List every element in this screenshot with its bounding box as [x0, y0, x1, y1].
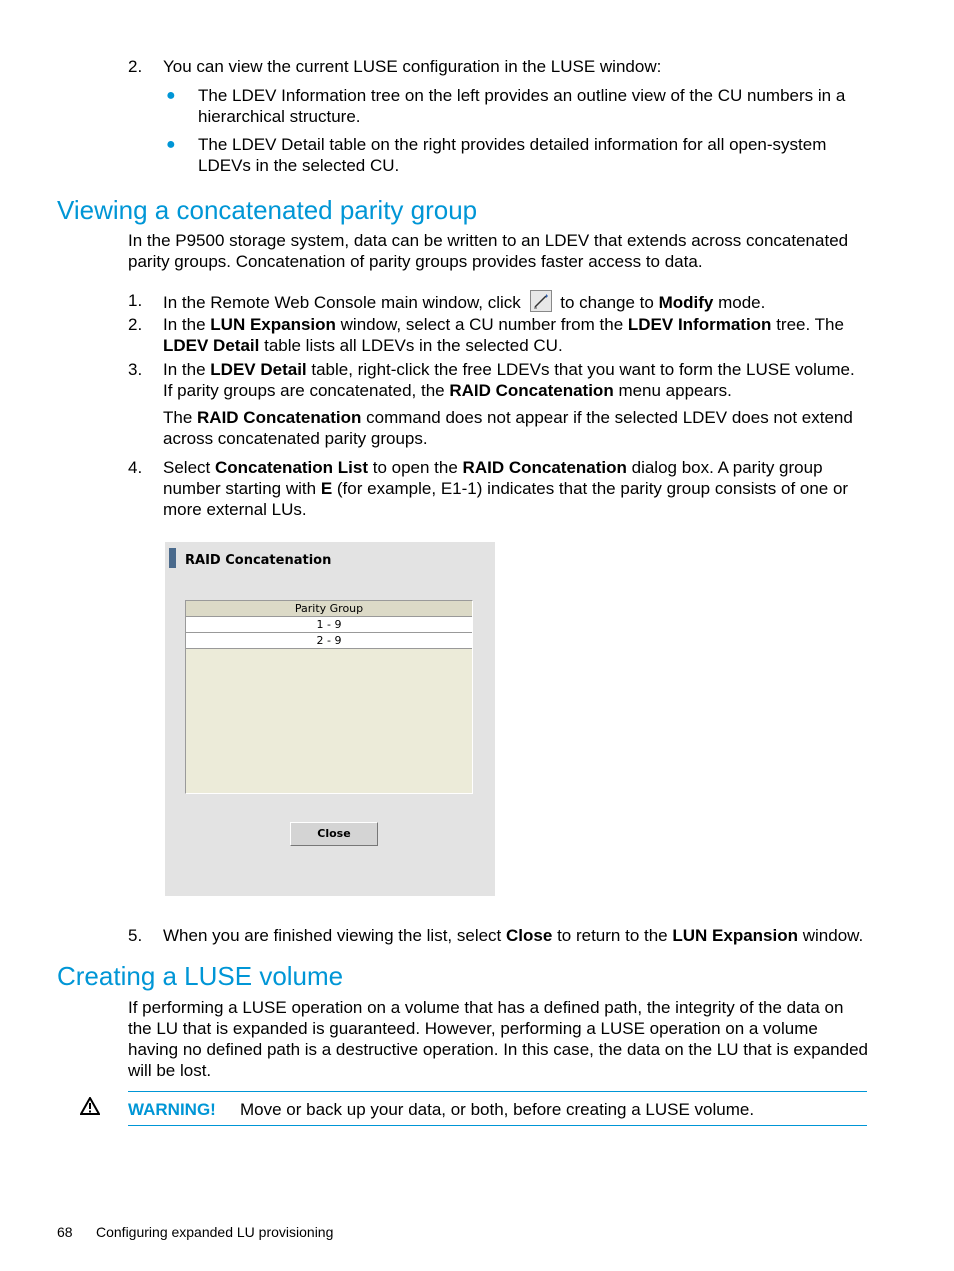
step-4: Select Concatenation List to open the RAID Concatenation dialog box. A parity group number starting with E (for example, E1-1) indicates that the parity group consists of one or more external LUs.: [163, 458, 849, 519]
section-heading: Creating a LUSE volume: [57, 961, 344, 991]
intro-paragraph: In the P9500 storage system, data can be written to an LDEV that extends across concatenated parity groups. Concatenation of parity groups provides faster access to data.: [128, 231, 849, 271]
table-row[interactable]: 1 - 9: [186, 617, 472, 633]
modify-icon[interactable]: [530, 290, 552, 312]
raid-concatenation-dialog: [165, 542, 495, 896]
step-number: 3.: [128, 360, 143, 379]
footer-title: Configuring expanded LU provisioning: [96, 1224, 334, 1240]
step-3-note: The RAID Concatenation command does not appear if the selected LDEV does not extend across concatenated parity groups.: [163, 408, 853, 448]
list-item-text: You can view the current LUSE configuration in the LUSE window:: [163, 57, 662, 76]
divider: [128, 1125, 867, 1126]
bullet-text: The LDEV Information tree on the left provides an outline view of the CU numbers in a hierarchical structure.: [198, 86, 846, 126]
parity-group-table: [185, 600, 473, 794]
step-1: In the Remote Web Console main window, click to change to Modify mode.: [163, 290, 868, 313]
luse-paragraph: If performing a LUSE operation on a volume that has a defined path, the integrity of the data on the LU that is expanded is guaranteed. However, performing a LUSE operation on a volume having no defined path is a destructive operation. In this case, the data on the LU that is expanded will be lost.: [128, 998, 868, 1080]
list-number: 2.: [128, 57, 143, 76]
step-number: 4.: [128, 458, 143, 477]
bullet-icon: ●: [166, 87, 176, 104]
step-3: In the LDEV Detail table, right-click the free LDEVs that you want to form the LUSE volume. If parity groups are concatenated, the RAID Concatenation menu appears.: [163, 360, 855, 400]
step-number: 2.: [128, 315, 143, 334]
bullet-icon: ●: [166, 136, 176, 153]
title-bar-marker: [169, 548, 176, 568]
section-heading: Viewing a concatenated parity group: [57, 195, 478, 225]
step-5: When you are finished viewing the list, select Close to return to the LUN Expansion window.: [163, 926, 864, 945]
warning-text: Move or back up your data, or both, before creating a LUSE volume.: [240, 1100, 755, 1119]
warning-label: WARNING!: [128, 1100, 216, 1119]
table-row[interactable]: 2 - 9: [186, 633, 472, 649]
close-button[interactable]: Close: [290, 822, 378, 846]
dialog-title: RAID Concatenation: [185, 553, 332, 568]
warning-icon: [80, 1097, 100, 1120]
divider: [128, 1091, 867, 1092]
column-header[interactable]: Parity Group: [186, 601, 472, 617]
step-number: 1.: [128, 291, 143, 310]
step-number: 5.: [128, 926, 143, 945]
page-number: 68: [57, 1224, 73, 1240]
bullet-text: The LDEV Detail table on the right provides detailed information for all open-system LDEVs in the selected CU.: [198, 135, 827, 175]
step-2: In the LUN Expansion window, select a CU number from the LDEV Information tree. The LDEV Detail table lists all LDEVs in the selected CU.: [163, 315, 844, 355]
